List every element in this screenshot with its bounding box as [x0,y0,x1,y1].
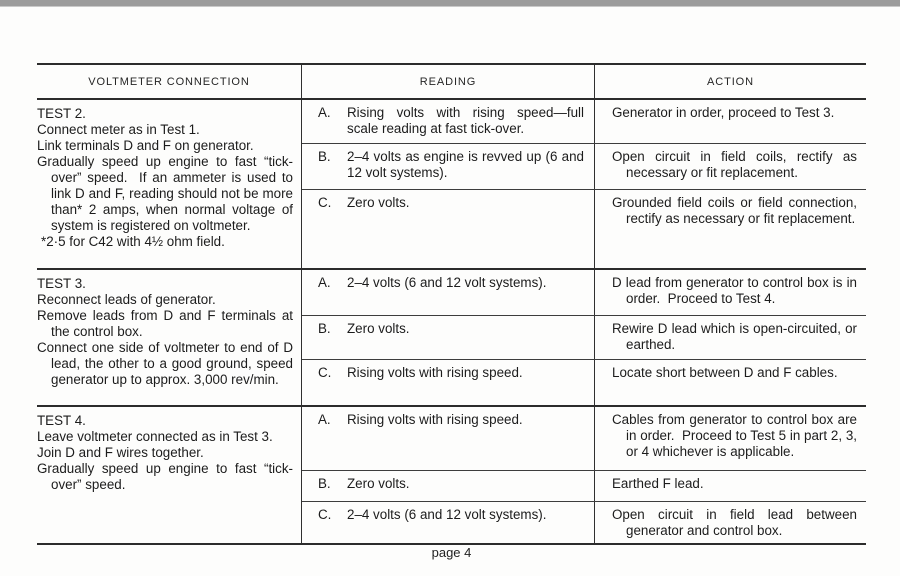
table-row [302,100,866,143]
reading-label: B. [318,149,331,164]
table-row [302,407,866,470]
reading-label: B. [318,476,331,491]
action-text: Open circuit in field lead between generator and control box. [612,507,857,538]
action-cell [595,316,866,359]
reading-label: A. [318,412,331,427]
reading-text: 2–4 volts as engine is revved up (6 and 12 volt systems). [347,149,584,180]
connection-para: Gradually speed up engine to fast “tick-over” speed. If an ammeter is used to link D and F, reading should not be more than* 2 amps, when normal voltage of system is registered on voltmeter. [37,154,293,233]
action-cell [595,270,866,315]
connection-para: Join D and F wires together. [37,445,204,460]
header-reading: READING [302,65,595,98]
connection-cell [37,407,302,543]
table-row [302,470,866,501]
table-row [302,270,866,315]
reading-text: Rising volts with rising speed—full scale reading at fast tick-over. [347,105,584,136]
test-title: TEST 2. [37,106,86,121]
action-cell [595,407,866,470]
reading-cell [302,100,595,143]
action-cell [595,471,866,501]
reading-action-rows [302,100,866,268]
reading-action-rows [302,270,866,405]
reading-cell [302,502,595,543]
test-title: TEST 4. [37,413,86,428]
connection-para: Connect meter as in Test 1. [37,122,200,137]
reading-text: 2–4 volts (6 and 12 volt systems). [347,507,547,522]
header-action: ACTION [707,75,754,88]
connection-para: Link terminals D and F on generator. [37,138,254,153]
table-row [302,359,866,405]
reading-action-rows [302,407,866,543]
reading-cell [302,471,595,501]
connection-para: Remove leads from D and F terminals at the control box. [37,308,293,339]
reading-text: Rising volts with rising speed. [347,412,523,427]
reading-label: C. [318,195,332,210]
action-text: Rewire D lead which is open-circuited, or earthed. [612,321,857,352]
connection-para: Leave voltmeter connected as in Test 3. [37,429,273,444]
table-row [302,501,866,543]
action-text: Generator in order, proceed to Test 3. [612,105,835,120]
reading-label: C. [318,365,332,380]
reading-cell [302,270,595,315]
reading-cell [302,190,595,268]
connection-para: Connect one side of voltmeter to end of D lead, the other to a good ground, speed generator up to approx. 3,000 rev/min. [37,340,293,387]
action-text: Locate short between D and F cables. [612,365,838,380]
connection-cell [37,100,302,268]
reading-cell [302,144,595,189]
action-text: Earthed F lead. [612,476,704,491]
table-row [302,189,866,268]
action-cell [595,190,866,268]
top-rule [0,0,900,7]
test-2-section [37,100,866,268]
reading-cell [302,360,595,405]
reading-text: Zero volts. [347,476,410,491]
reading-cell [302,316,595,359]
action-text: Cables from generator to control box are in order. Proceed to Test 5 in part 2, 3, or 4 whichever is applicable. [612,412,857,459]
reading-text: Zero volts. [347,195,410,210]
action-cell [595,502,866,543]
connection-footnote: *2·5 for C42 with 4½ ohm field. [41,234,225,249]
test-3-section [37,268,866,405]
reading-text: 2–4 volts (6 and 12 volt systems). [347,275,547,290]
table-row [302,143,866,189]
action-text: D lead from generator to control box is in order. Proceed to Test 4. [612,275,857,306]
connection-para: Reconnect leads of generator. [37,292,216,307]
action-text: Grounded field coils or field connection, rectify as necessary or fit replacement. [612,195,857,226]
action-cell [595,100,866,143]
reading-label: C. [318,507,332,522]
connection-cell [37,270,302,405]
action-cell [595,144,866,189]
test-title: TEST 3. [37,276,86,291]
reading-label: B. [318,321,331,336]
page-number: page 4 [431,545,472,560]
table-row [302,315,866,359]
reading-label: A. [318,275,331,290]
action-cell [595,360,866,405]
test-4-section [37,405,866,543]
reading-label: A. [318,105,331,120]
connection-para: Gradually speed up engine to fast “tick-over” speed. [37,461,293,492]
table-header-row [37,65,866,100]
action-text: Open circuit in field coils, rectify as necessary or fit replacement. [612,149,857,180]
diagnosis-table [37,63,866,545]
reading-text: Zero volts. [347,321,410,336]
reading-cell [302,407,595,470]
header-voltmeter-connection: VOLTMETER CONNECTION [37,65,302,98]
reading-text: Rising volts with rising speed. [347,365,523,380]
